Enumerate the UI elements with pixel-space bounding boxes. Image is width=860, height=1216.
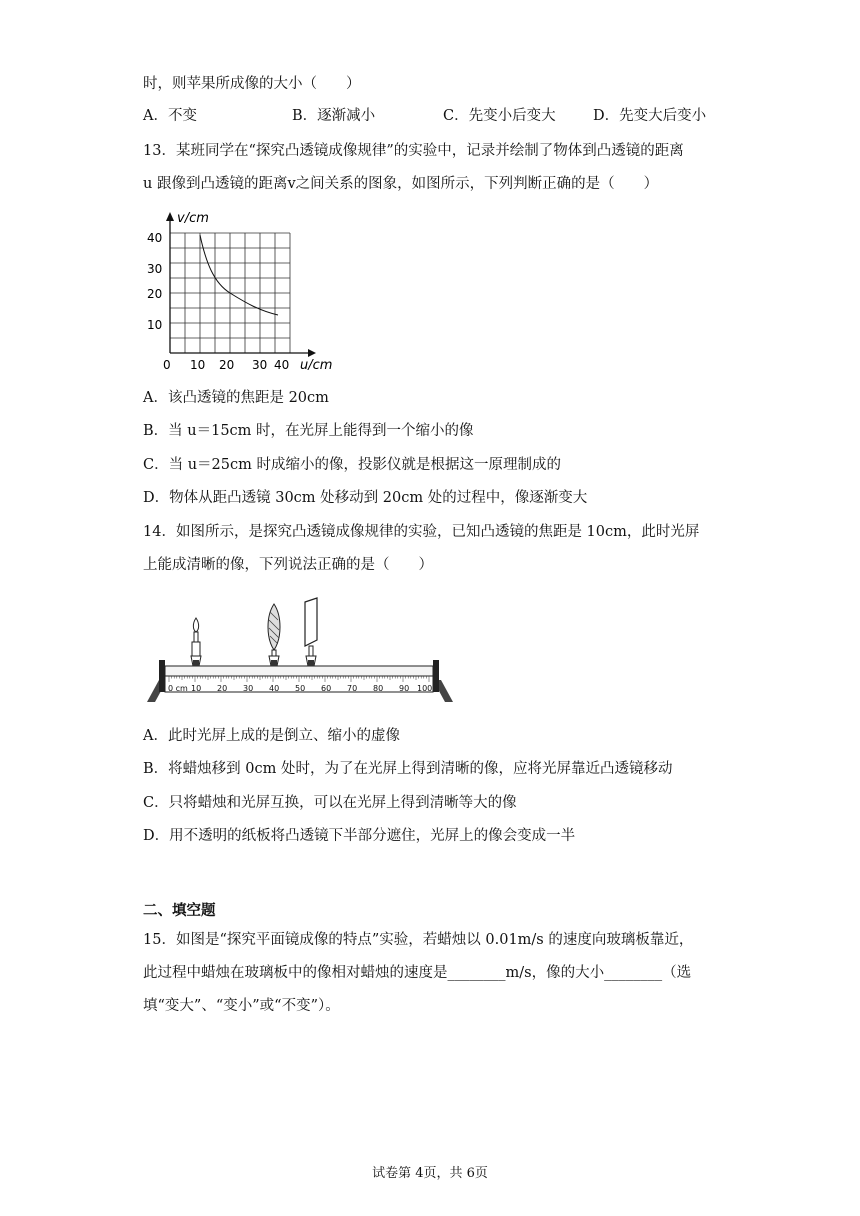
q15-stem-line2: 此过程中蜡烛在玻璃板中的像相对蜡烛的速度是________m/s，像的大小________（选 xyxy=(143,965,692,981)
q12-option-c: C．先变小后变大 xyxy=(443,108,556,124)
q13-option-b: B．当 u＝15cm 时，在光屏上能得到一个缩小的像 xyxy=(143,423,474,439)
v-axis-label: v/cm xyxy=(177,211,209,226)
y-tick-20: 20 xyxy=(147,287,163,301)
x-tick-0: 0 xyxy=(163,358,171,372)
q12-option-a: A．不变 xyxy=(143,108,197,124)
ruler-tick-90: 90 xyxy=(399,684,410,693)
q14-stem-line1: 14．如图所示，是探究凸透镜成像规律的实验，已知凸透镜的焦距是 10cm，此时光屏 xyxy=(143,524,700,540)
optical-bench-figure xyxy=(145,596,455,708)
u-axis-label: u/cm xyxy=(300,358,333,373)
candle-icon xyxy=(191,618,201,666)
q12-option-d: D．先变大后变小 xyxy=(593,108,707,124)
q12-option-b: B．逐渐减小 xyxy=(292,108,376,124)
x-tick-20: 20 xyxy=(219,358,235,372)
ruler-tick-0: 0 cm xyxy=(168,684,188,693)
uv-curve xyxy=(200,235,278,315)
q15-stem-line3: 填“变大”、“变小”或“不变”）。 xyxy=(143,998,340,1014)
q14-stem-line2: 上能成清晰的像，下列说法正确的是（ ） xyxy=(143,557,433,573)
convex-lens-icon xyxy=(268,604,280,666)
x-tick-10: 10 xyxy=(190,358,206,372)
x-tick-40: 40 xyxy=(274,358,290,372)
q14-option-d: D．用不透明的纸板将凸透镜下半部分遮住，光屏上的像会变成一半 xyxy=(143,828,576,844)
v-axis-arrow-icon xyxy=(166,212,174,221)
x-tick-30: 30 xyxy=(252,358,268,372)
section-title-fill-in: 二、填空题 xyxy=(143,902,216,919)
y-tick-30: 30 xyxy=(147,262,163,276)
q13-option-c: C．当 u＝25cm 时成缩小的像，投影仪就是根据这一原理制成的 xyxy=(143,457,561,473)
bench-right-post xyxy=(433,660,439,692)
q13-stem-line2: u 跟像到凸透镜的距离v之间关系的图象，如图所示，下列判断正确的是（ ） xyxy=(143,176,659,192)
ruler-tick-80: 80 xyxy=(373,684,384,693)
q13-stem-line1: 13．某班同学在“探究凸透镜成像规律”的实验中，记录并绘制了物体到凸透镜的距离 xyxy=(143,143,684,159)
ruler-tick-10: 10 xyxy=(191,684,202,693)
ruler-tick-50: 50 xyxy=(295,684,306,693)
ruler-tick-70: 70 xyxy=(347,684,358,693)
uv-graph-figure xyxy=(140,205,340,375)
u-axis-arrow-icon xyxy=(308,349,316,357)
y-tick-40: 40 xyxy=(147,231,163,245)
q14-option-a: A．此时光屏上成的是倒立、缩小的虚像 xyxy=(143,728,400,744)
q12-stem-continuation: 时，则苹果所成像的大小（ ） xyxy=(143,76,361,92)
bench-left-post xyxy=(159,660,165,692)
q15-stem-line1: 15．如图是“探究平面镜成像的特点”实验，若蜡烛以 0.01m/s 的速度向玻璃板靠近， xyxy=(143,932,694,948)
ruler-tick-20: 20 xyxy=(217,684,228,693)
page-footer: 试卷第 4页，共 6页 xyxy=(372,1166,488,1181)
y-tick-10: 10 xyxy=(147,318,163,332)
light-screen-icon xyxy=(305,598,317,666)
q14-option-b: B．将蜡烛移到 0cm 处时，为了在光屏上得到清晰的像，应将光屏靠近凸透镜移动 xyxy=(143,761,673,777)
q13-option-d: D．物体从距凸透镜 30cm 处移动到 20cm 处的过程中，像逐渐变大 xyxy=(143,490,588,506)
q13-option-a: A．该凸透镜的焦距是 20cm xyxy=(143,390,329,406)
bench-rail xyxy=(165,666,433,676)
ruler-tick-60: 60 xyxy=(321,684,332,693)
ruler-tick-30: 30 xyxy=(243,684,254,693)
q14-option-c: C．只将蜡烛和光屏互换，可以在光屏上得到清晰等大的像 xyxy=(143,795,517,811)
ruler-tick-40: 40 xyxy=(269,684,280,693)
ruler-tick-100: 100 xyxy=(417,684,433,693)
